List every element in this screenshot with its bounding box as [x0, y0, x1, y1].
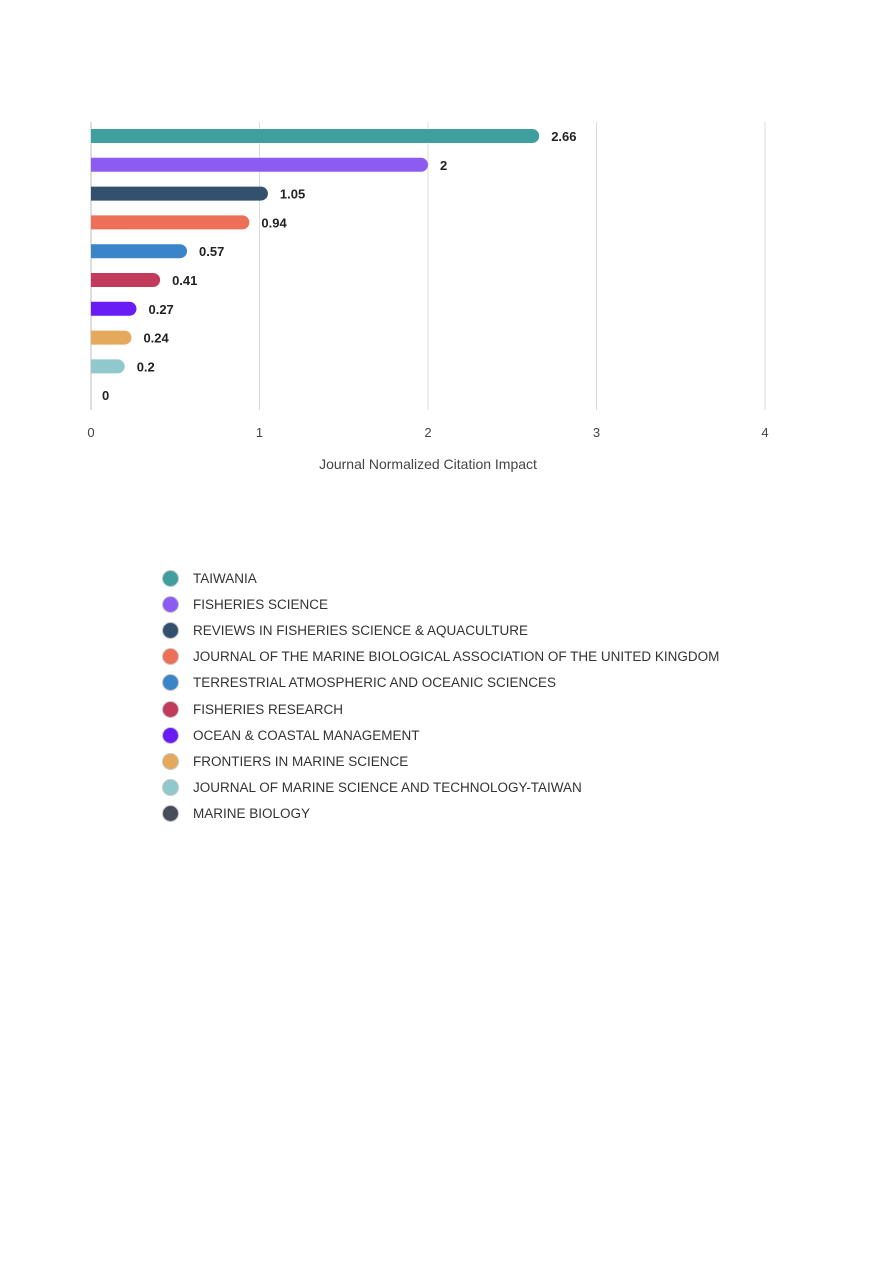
legend-item[interactable] [162, 801, 719, 827]
legend-swatch [162, 727, 179, 744]
legend-label: TERRESTRIAL ATMOSPHERIC AND OCEANIC SCIENCES [193, 675, 557, 691]
bar [84, 359, 125, 373]
legend-swatch [162, 570, 179, 587]
bar-value-label: 2 [440, 157, 448, 173]
bar-value-label: 0.24 [143, 330, 169, 346]
legend-swatch [162, 596, 179, 613]
legend-item[interactable] [162, 565, 719, 591]
bar [84, 158, 428, 172]
legend-label: TAIWANIA [193, 570, 257, 586]
x-axis-title: Journal Normalized Citation Impact [319, 456, 537, 472]
legend-label: OCEAN & COASTAL MANAGEMENT [193, 727, 420, 743]
legend-label: FISHERIES SCIENCE [193, 596, 329, 612]
x-tick-label: 0 [87, 425, 95, 440]
bar-value-label: 0.57 [199, 244, 225, 260]
legend-item[interactable] [162, 670, 719, 696]
legend-item[interactable] [162, 617, 719, 643]
x-axis-ticks [87, 425, 768, 440]
legend-label: MARINE BIOLOGY [193, 806, 311, 822]
bar [84, 273, 160, 287]
legend-swatch [162, 779, 179, 796]
bar-value-label: 0 [102, 388, 110, 404]
legend [162, 565, 719, 827]
bar [84, 215, 249, 229]
legend-item[interactable] [162, 748, 719, 774]
bar [84, 244, 187, 258]
legend-item[interactable] [162, 775, 719, 801]
legend-label: JOURNAL OF THE MARINE BIOLOGICAL ASSOCIATION OF THE UNITED KINGDOM [193, 649, 720, 665]
bar-value-label: 0.27 [148, 301, 174, 317]
bar-value-label: 0.94 [261, 215, 287, 231]
legend-swatch [162, 701, 179, 718]
legend-swatch [162, 622, 179, 639]
legend-swatch [162, 648, 179, 665]
legend-label: REVIEWS IN FISHERIES SCIENCE & AQUACULTURE [193, 622, 529, 638]
bar [84, 187, 268, 201]
bar-value-label: 2.66 [551, 129, 577, 144]
x-tick-label: 3 [592, 425, 601, 440]
legend-label: FRONTIERS IN MARINE SCIENCE [193, 753, 409, 769]
bar-chart [0, 0, 893, 500]
bar-value-label: 0.2 [136, 359, 155, 375]
bar [84, 302, 136, 316]
x-tick-label: 4 [761, 425, 769, 440]
legend-item[interactable] [162, 591, 719, 617]
bar [84, 129, 539, 143]
bars [84, 129, 577, 403]
legend-item[interactable] [162, 722, 719, 748]
legend-swatch [162, 674, 179, 691]
bar-value-label: 0.41 [172, 273, 198, 288]
legend-label: FISHERIES RESEARCH [193, 701, 344, 717]
legend-label: JOURNAL OF MARINE SCIENCE AND TECHNOLOGY-TAIWAN [193, 780, 582, 796]
bar-value-label: 1.05 [279, 186, 306, 202]
bar [84, 331, 131, 345]
x-tick-label: 1 [255, 425, 264, 440]
legend-swatch [162, 753, 179, 770]
legend-item[interactable] [162, 644, 719, 670]
legend-item[interactable] [162, 696, 719, 722]
legend-swatch [162, 805, 179, 822]
x-tick-label: 2 [424, 425, 432, 440]
